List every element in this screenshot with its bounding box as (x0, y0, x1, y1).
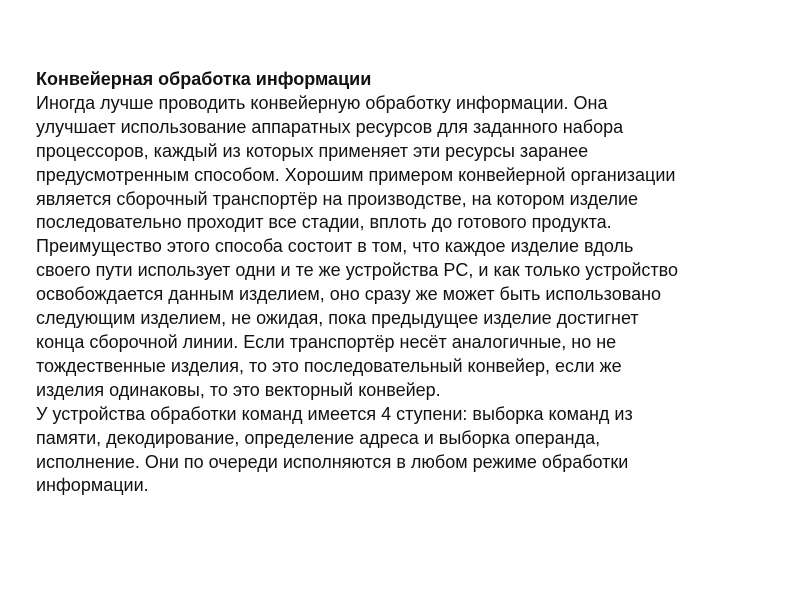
body-line: процессоров, каждый из которых применяет эти ресурсы заранее (36, 140, 589, 161)
body-line: следующим изделием, не ожидая, пока предыдущее изделие достигнет (36, 308, 639, 329)
body-line: предусмотренным способом. Хорошим примером конвейерной организации (36, 164, 676, 185)
slide-title: Конвейерная обработка информации (36, 69, 372, 89)
body-line: последовательно проходит все стадии, вплоть до готового продукта. (36, 212, 612, 233)
body-line: Иногда лучше проводить конвейерную обработку информации. Она (36, 92, 608, 113)
body-line: Преимущество этого способа состоит в том, что каждое изделие вдоль (36, 236, 634, 257)
body-line: конца сборочной линии. Если транспортёр несёт аналогичные, но не (36, 331, 617, 352)
body-line: своего пути использует одни и те же устройства PC, и как только устройство (36, 260, 679, 281)
body-line: исполнение. Они по очереди исполняются в любом режиме обработки (36, 451, 629, 472)
body-line: улучшает использование аппаратных ресурсов для заданного набора (36, 116, 624, 137)
body-line: является сборочный транспортёр на производстве, на котором изделие (36, 188, 639, 209)
body-line: памяти, декодирование, определение адреса и выборка операнда, (36, 427, 601, 448)
body-line: У устройства обработки команд имеется 4 ступени: выборка команд из (36, 403, 633, 424)
body-line: изделия одинаковы, то это векторный конвейер. (36, 379, 441, 400)
body-line: освобождается данным изделием, оно сразу же может быть использовано (36, 284, 662, 305)
body-line: тождественные изделия, то это последовательный конвейер, если же (36, 355, 622, 376)
text-block (36, 68, 766, 498)
body-line: информации. (36, 475, 149, 496)
